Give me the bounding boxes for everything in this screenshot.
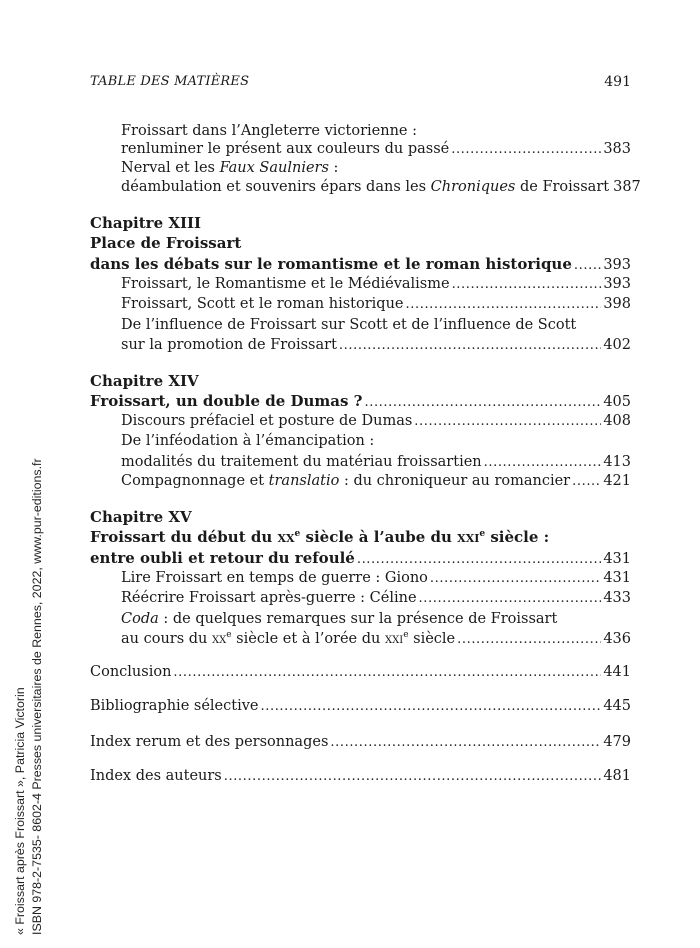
toc-entry-text: Froissart, Scott et le roman historique	[121, 296, 404, 312]
century-numeral: xxi	[457, 528, 480, 546]
chapter-title[interactable]: Place de Froissart	[90, 234, 242, 252]
toc-entry[interactable]	[121, 628, 631, 650]
side-credit	[12, 415, 45, 935]
dot-leader	[457, 629, 601, 651]
toc-entry[interactable]	[121, 567, 631, 589]
toc-entry-text: Discours préfaciel et posture de Dumas	[121, 413, 413, 429]
toc-entry[interactable]	[121, 587, 631, 609]
toc-entry-bibliography[interactable]	[90, 695, 631, 717]
toc-page-number: 402	[603, 337, 631, 353]
dot-leader	[339, 335, 601, 357]
toc-entry[interactable]	[121, 430, 631, 452]
toc-entry-text: Froissart, un double de Dumas ?	[90, 392, 363, 410]
dot-leader	[572, 471, 601, 493]
toc-page-number: 431	[603, 570, 631, 586]
toc-entry[interactable]	[121, 314, 631, 336]
book-title: Faux Saulniers	[219, 160, 329, 176]
chapter-title[interactable]	[90, 253, 631, 275]
toc-entry-text: Froissart dans l’Angleterre victorienne :	[121, 123, 417, 139]
toc-entry-text: renluminer le présent aux couleurs du passé	[121, 141, 450, 157]
book-title: Chroniques	[430, 179, 516, 195]
toc-page-number: 408	[603, 413, 631, 429]
dot-leader	[261, 696, 602, 718]
toc-page-number: 433	[603, 590, 631, 606]
dot-leader	[330, 732, 601, 754]
toc-entry[interactable]	[121, 293, 631, 315]
toc-entry-text: Compagnonnage et translatio : du chroniqueur au romancier	[121, 473, 571, 489]
chapter-label[interactable]: Chapitre XIII	[90, 214, 202, 232]
page-header	[90, 74, 631, 94]
toc-page-number: 387	[613, 179, 641, 195]
toc-entry-text: Conclusion	[90, 664, 172, 680]
century-numeral: xx	[277, 528, 295, 546]
toc-entry-text: Froissart, le Romantisme et le Médiévalisme	[121, 276, 450, 292]
page-number: 491	[604, 74, 631, 90]
toc-entry-text: De l’inféodation à l’émancipation :	[121, 433, 375, 449]
toc-entry[interactable]	[121, 470, 631, 492]
toc-entry[interactable]	[121, 176, 641, 198]
toc-entry-index-auteurs[interactable]	[90, 765, 631, 787]
toc-entry[interactable]	[121, 608, 631, 630]
dot-leader	[406, 294, 602, 316]
toc-page-number: 405	[603, 394, 631, 410]
chapter-title[interactable]	[90, 547, 631, 569]
toc-entry[interactable]	[121, 334, 631, 356]
dot-leader	[419, 588, 602, 610]
toc-entry-index-rerum[interactable]	[90, 731, 631, 753]
toc-page-number: 436	[603, 631, 631, 647]
dot-leader	[173, 662, 601, 684]
toc-entry-text: Index des auteurs	[90, 768, 222, 784]
chapter-label[interactable]: Chapitre XV	[90, 508, 192, 526]
toc-entry-text: dans les débats sur le romantisme et le roman historique	[90, 255, 572, 273]
toc-page-number: 431	[603, 551, 631, 567]
chapter-title[interactable]: Froissart du début du $xx^e$ siècle à l’aube du xxi$^e$ siècle :	[90, 528, 550, 546]
toc-entry-text: sur la promotion de Froissart	[121, 337, 337, 353]
toc-page-number: 421	[603, 473, 631, 489]
toc-page-number: 393	[603, 257, 631, 273]
toc-page-number: 393	[603, 276, 631, 292]
toc-entry[interactable]	[121, 410, 631, 432]
century-numeral: xx	[212, 631, 227, 647]
dot-leader	[224, 766, 602, 788]
toc-entry-text: déambulation et souvenirs épars dans les Chroniques de Froissart	[121, 179, 610, 195]
toc-page-number: 481	[603, 768, 631, 784]
toc-page-number: 479	[603, 734, 631, 750]
toc-entry-text: Réécrire Froissart après-guerre : Céline	[121, 590, 417, 606]
toc-entry-text: modalités du traitement du matériau froissartien	[121, 454, 482, 470]
toc-entry-text: Nerval et les Faux Saulniers :	[121, 160, 339, 176]
toc-entry[interactable]	[121, 273, 631, 295]
side-credit-line-1: « Froissart après Froissart », Patricia Victorin	[13, 687, 27, 935]
chapter-label[interactable]: Chapitre XIV	[90, 372, 199, 390]
toc-page-number: 398	[603, 296, 631, 312]
toc-entry-text: Bibliographie sélective	[90, 698, 259, 714]
toc-page-number: 441	[603, 664, 631, 680]
toc-page-number: 383	[603, 141, 631, 157]
latin-term: translatio	[268, 473, 340, 489]
toc-entry-text: Lire Froissart en temps de guerre : Giono	[121, 570, 428, 586]
toc-entry-text: De l’influence de Froissart sur Scott et de l’influence de Scott	[121, 317, 577, 333]
toc-entry-text: au cours du $xx^e$ siècle et à l’orée du xxi$^e$ siècle	[121, 630, 456, 647]
toc-entry-conclusion[interactable]	[90, 661, 631, 683]
century-numeral: xxi	[384, 631, 404, 647]
toc-page-number: 445	[603, 698, 631, 714]
toc-entry-text: Coda : de quelques remarques sur la présence de Froissart	[121, 611, 558, 627]
chapter-title[interactable]	[90, 390, 631, 412]
running-title: TABLE DES MATIÈRES	[90, 74, 250, 89]
toc-page-number: 413	[603, 454, 631, 470]
toc-entry-text: Index rerum et des personnages	[90, 734, 329, 750]
toc-entry-text: entre oubli et retour du refoulé	[90, 549, 355, 567]
side-credit-line-2: ISBN 978-2-7535- 8602-4 Presses universitaires de Rennes, 2022, www.pur-editions.fr	[29, 458, 44, 935]
